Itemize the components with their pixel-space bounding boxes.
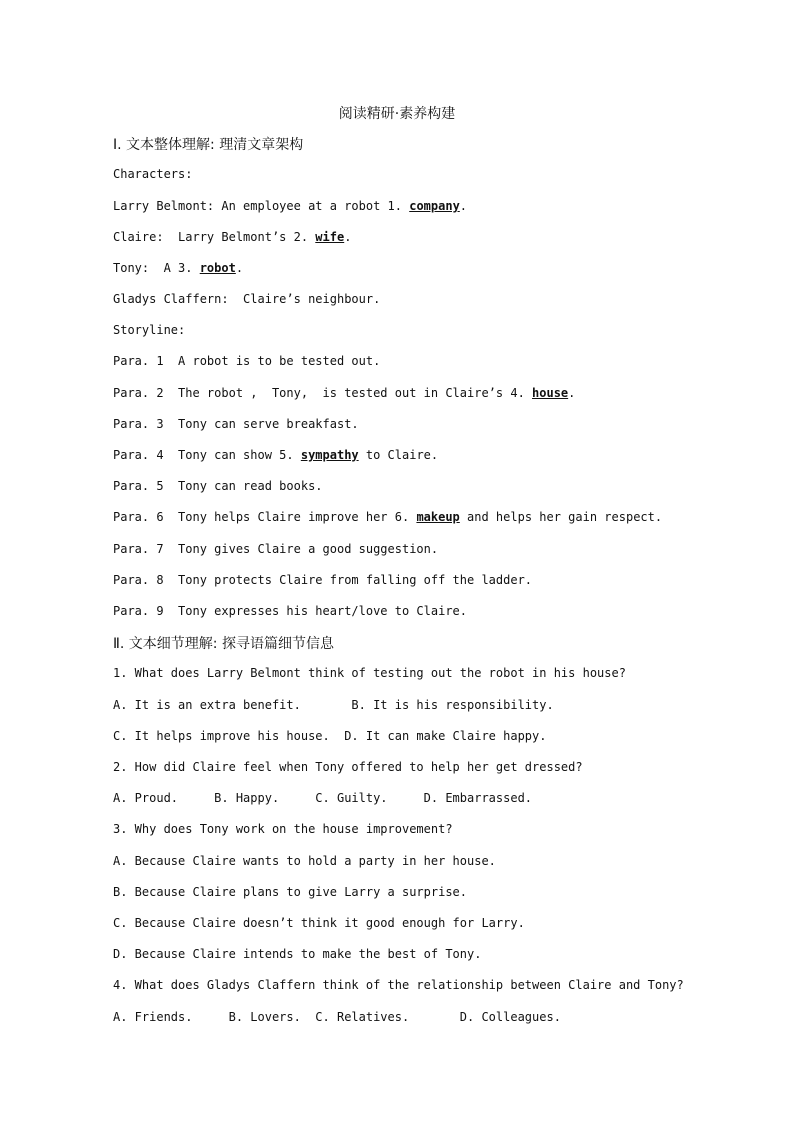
- line-text-end: to Claire.: [358, 448, 439, 462]
- character-line-4: [113, 292, 380, 306]
- storyline-para-8: [113, 573, 532, 587]
- line-text-end: .: [235, 261, 244, 275]
- storyline-para-4: [113, 448, 438, 462]
- line-text: Para. 3 Tony can serve breakfast.: [113, 417, 359, 431]
- storyline-para-9: [113, 604, 467, 618]
- answer-blank-4: house: [532, 386, 569, 400]
- line-text: Para. 9 Tony expresses his heart/love to Claire.: [113, 604, 468, 618]
- question-3-option-d: D. Because Claire intends to make the best of Tony.: [113, 947, 482, 961]
- answer-blank-2: wife: [315, 230, 345, 244]
- line-text: Para. 5 Tony can read books.: [113, 479, 323, 493]
- question-3: 3. Why does Tony work on the house improvement?: [113, 822, 453, 836]
- character-line-3: [113, 261, 243, 275]
- character-line-2: [113, 230, 351, 244]
- answer-blank-6: makeup: [416, 510, 460, 524]
- storyline-para-5: [113, 479, 323, 493]
- section-1-heading: Ⅰ. 文本整体理解: 理清文章架构: [113, 137, 304, 153]
- question-4: 4. What does Gladys Claffern think of the relationship between Claire and Tony?: [113, 978, 684, 992]
- question-4-options: A. Friends. B. Lovers. C. Relatives. D. Colleagues.: [113, 1010, 561, 1024]
- line-text: Para. 8 Tony protects Claire from falling off the ladder.: [113, 573, 533, 587]
- answer-blank-3: robot: [199, 261, 236, 275]
- line-text: Larry Belmont: An employee at a robot 1.: [113, 199, 410, 213]
- characters-label: Characters:: [113, 167, 193, 181]
- line-text: Para. 7 Tony gives Claire a good suggestion.: [113, 542, 439, 556]
- question-1: 1. What does Larry Belmont think of testing out the robot in his house?: [113, 666, 626, 680]
- question-3-option-c: C. Because Claire doesn’t think it good enough for Larry.: [113, 916, 525, 930]
- question-3-option-a: A. Because Claire wants to hold a party in her house.: [113, 854, 496, 868]
- line-text-end: .: [459, 199, 468, 213]
- line-text-end: .: [568, 386, 576, 400]
- line-text: Para. 1 A robot is to be tested out.: [113, 354, 381, 368]
- storyline-para-1: [113, 354, 380, 368]
- line-text: Para. 6 Tony helps Claire improve her 6.: [113, 510, 417, 524]
- question-2-options: A. Proud. B. Happy. C. Guilty. D. Embarrassed.: [113, 791, 533, 805]
- storyline-label: Storyline:: [113, 323, 186, 337]
- question-2: 2. How did Claire feel when Tony offered to help her get dressed?: [113, 760, 583, 774]
- line-text-end: .: [344, 230, 352, 244]
- line-text-end: and helps her gain respect.: [459, 510, 663, 524]
- line-text: Para. 2 The robot , Tony, is tested out in Claire’s 4.: [113, 386, 533, 400]
- line-text: Tony: A 3.: [113, 261, 200, 275]
- character-line-1: [113, 199, 467, 213]
- storyline-para-6: [113, 510, 662, 524]
- answer-blank-1: company: [409, 199, 460, 213]
- line-text: Gladys Claffern: Claire’s neighbour.: [113, 292, 381, 306]
- question-1-options-ab: A. It is an extra benefit. B. It is his responsibility.: [113, 698, 554, 712]
- storyline-para-2: [113, 386, 575, 400]
- answer-blank-5: sympathy: [300, 448, 359, 462]
- question-1-options-cd: C. It helps improve his house. D. It can make Claire happy.: [113, 729, 547, 743]
- line-text: Claire: Larry Belmont’s 2.: [113, 230, 316, 244]
- question-3-option-b: B. Because Claire plans to give Larry a surprise.: [113, 885, 468, 899]
- page-title: 阅读精研·素养构建: [338, 106, 456, 122]
- storyline-para-3: [113, 417, 359, 431]
- line-text: Para. 4 Tony can show 5.: [113, 448, 301, 462]
- storyline-para-7: [113, 542, 438, 556]
- section-2-heading: Ⅱ. 文本细节理解: 探寻语篇细节信息: [113, 636, 334, 652]
